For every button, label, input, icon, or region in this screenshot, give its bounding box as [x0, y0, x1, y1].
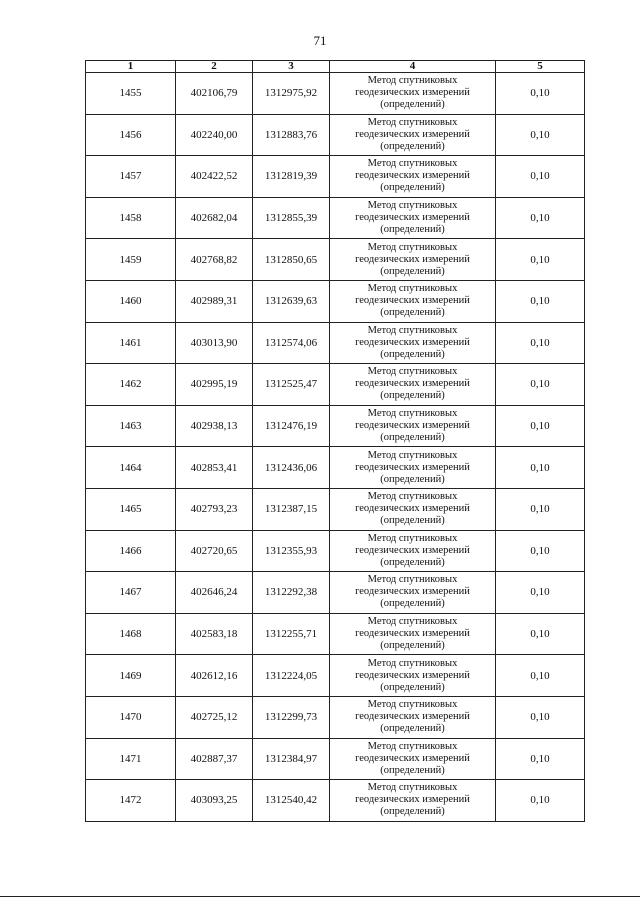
method-cell: [330, 530, 496, 572]
method-line: геодезических измерений: [355, 336, 470, 348]
column-header-number: 1: [86, 61, 176, 73]
method-line: (определений): [380, 432, 445, 444]
table-row: [86, 405, 585, 447]
method-line: (определений): [380, 99, 445, 111]
y-coordinate-cell: 1312476,19: [253, 405, 330, 447]
accuracy-cell: 0,10: [496, 197, 585, 239]
point-number-cell: 1460: [86, 280, 176, 322]
method-line: геодезических измерений: [355, 794, 470, 806]
method-line: геодезических измерений: [355, 378, 470, 390]
point-number-cell: 1457: [86, 156, 176, 198]
y-coordinate-cell: 1312525,47: [253, 364, 330, 406]
method-line: геодезических измерений: [355, 253, 470, 265]
accuracy-cell: 0,10: [496, 405, 585, 447]
method-line: геодезических измерений: [355, 461, 470, 473]
method-line: (определений): [380, 265, 445, 277]
bottom-divider: [0, 896, 640, 897]
method-line: (определений): [380, 806, 445, 818]
method-line: Метод спутниковых: [367, 449, 458, 461]
method-cell: [330, 197, 496, 239]
method-line: геодезических измерений: [355, 87, 470, 99]
y-coordinate-cell: 1312436,06: [253, 447, 330, 489]
y-coordinate-cell: 1312850,65: [253, 239, 330, 281]
table-row: [86, 322, 585, 364]
y-coordinate-cell: 1312540,42: [253, 780, 330, 822]
method-cell: [330, 738, 496, 780]
method-line: (определений): [380, 640, 445, 652]
method-line: геодезических измерений: [355, 628, 470, 640]
y-coordinate-cell: 1312255,71: [253, 613, 330, 655]
method-line: геодезических измерений: [355, 503, 470, 515]
method-line: геодезических измерений: [355, 420, 470, 432]
point-number-cell: 1465: [86, 488, 176, 530]
x-coordinate-cell: 402768,82: [176, 239, 253, 281]
x-coordinate-cell: 402938,13: [176, 405, 253, 447]
x-coordinate-cell: 402720,65: [176, 530, 253, 572]
point-number-cell: 1463: [86, 405, 176, 447]
method-line: геодезических измерений: [355, 711, 470, 723]
point-number-cell: 1471: [86, 738, 176, 780]
method-line: (определений): [380, 515, 445, 527]
y-coordinate-cell: 1312292,38: [253, 572, 330, 614]
page-number: 71: [313, 33, 327, 48]
method-line: геодезических измерений: [355, 212, 470, 224]
method-line: Метод спутниковых: [367, 241, 458, 253]
method-line: Метод спутниковых: [367, 699, 458, 711]
point-number-cell: 1472: [86, 780, 176, 822]
point-number-cell: 1466: [86, 530, 176, 572]
table-header-row: [86, 61, 585, 73]
method-line: геодезических измерений: [355, 586, 470, 598]
method-line: (определений): [380, 764, 445, 776]
table-row: [86, 364, 585, 406]
point-number-cell: 1467: [86, 572, 176, 614]
method-line: (определений): [380, 390, 445, 402]
x-coordinate-cell: 402682,04: [176, 197, 253, 239]
method-line: Метод спутниковых: [367, 616, 458, 628]
y-coordinate-cell: 1312355,93: [253, 530, 330, 572]
method-cell: [330, 780, 496, 822]
y-coordinate-cell: 1312387,15: [253, 488, 330, 530]
method-line: геодезических измерений: [355, 669, 470, 681]
method-line: Метод спутниковых: [367, 657, 458, 669]
table-row: [86, 572, 585, 614]
method-line: Метод спутниковых: [367, 532, 458, 544]
table-row: [86, 613, 585, 655]
table-row: [86, 696, 585, 738]
method-line: Метод спутниковых: [367, 491, 458, 503]
x-coordinate-cell: 402106,79: [176, 73, 253, 115]
y-coordinate-cell: 1312574,06: [253, 322, 330, 364]
method-cell: [330, 572, 496, 614]
column-header-method: 4: [330, 61, 496, 73]
point-number-cell: 1458: [86, 197, 176, 239]
method-cell: [330, 156, 496, 198]
accuracy-cell: 0,10: [496, 114, 585, 156]
accuracy-cell: 0,10: [496, 655, 585, 697]
table-row: [86, 447, 585, 489]
method-line: (определений): [380, 182, 445, 194]
table-row: [86, 488, 585, 530]
accuracy-cell: 0,10: [496, 738, 585, 780]
point-number-cell: 1469: [86, 655, 176, 697]
method-line: (определений): [380, 348, 445, 360]
table-row: [86, 738, 585, 780]
method-line: Метод спутниковых: [367, 782, 458, 794]
method-cell: [330, 114, 496, 156]
method-line: (определений): [380, 224, 445, 236]
method-line: Метод спутниковых: [367, 740, 458, 752]
table-row: [86, 280, 585, 322]
y-coordinate-cell: 1312975,92: [253, 73, 330, 115]
table-row: [86, 156, 585, 198]
method-line: геодезических измерений: [355, 752, 470, 764]
method-line: геодезических измерений: [355, 295, 470, 307]
x-coordinate-cell: 402612,16: [176, 655, 253, 697]
method-cell: [330, 73, 496, 115]
table-row: [86, 239, 585, 281]
method-cell: [330, 696, 496, 738]
x-coordinate-cell: 402887,37: [176, 738, 253, 780]
method-line: Метод спутниковых: [367, 116, 458, 128]
table-row: [86, 655, 585, 697]
accuracy-cell: 0,10: [496, 530, 585, 572]
method-cell: [330, 613, 496, 655]
y-coordinate-cell: 1312384,97: [253, 738, 330, 780]
column-header-y: 3: [253, 61, 330, 73]
method-line: геодезических измерений: [355, 544, 470, 556]
method-line: геодезических измерений: [355, 128, 470, 140]
x-coordinate-cell: 402583,18: [176, 613, 253, 655]
method-cell: [330, 655, 496, 697]
x-coordinate-cell: 402989,31: [176, 280, 253, 322]
method-cell: [330, 364, 496, 406]
method-line: (определений): [380, 598, 445, 610]
point-number-cell: 1456: [86, 114, 176, 156]
point-number-cell: 1468: [86, 613, 176, 655]
y-coordinate-cell: 1312819,39: [253, 156, 330, 198]
accuracy-cell: 0,10: [496, 572, 585, 614]
method-line: Метод спутниковых: [367, 408, 458, 420]
method-line: (определений): [380, 556, 445, 568]
method-cell: [330, 447, 496, 489]
coordinates-table: [85, 60, 585, 822]
y-coordinate-cell: 1312224,05: [253, 655, 330, 697]
accuracy-cell: 0,10: [496, 696, 585, 738]
x-coordinate-cell: 403013,90: [176, 322, 253, 364]
point-number-cell: 1455: [86, 73, 176, 115]
column-header-x: 2: [176, 61, 253, 73]
method-line: (определений): [380, 307, 445, 319]
point-number-cell: 1461: [86, 322, 176, 364]
method-cell: [330, 239, 496, 281]
method-cell: [330, 405, 496, 447]
accuracy-cell: 0,10: [496, 322, 585, 364]
y-coordinate-cell: 1312639,63: [253, 280, 330, 322]
x-coordinate-cell: 402995,19: [176, 364, 253, 406]
method-cell: [330, 322, 496, 364]
accuracy-cell: 0,10: [496, 780, 585, 822]
method-line: (определений): [380, 681, 445, 693]
method-line: Метод спутниковых: [367, 574, 458, 586]
accuracy-cell: 0,10: [496, 280, 585, 322]
method-line: (определений): [380, 473, 445, 485]
point-number-cell: 1470: [86, 696, 176, 738]
accuracy-cell: 0,10: [496, 156, 585, 198]
accuracy-cell: 0,10: [496, 364, 585, 406]
table-row: [86, 114, 585, 156]
accuracy-cell: 0,10: [496, 488, 585, 530]
accuracy-cell: 0,10: [496, 613, 585, 655]
x-coordinate-cell: 402793,23: [176, 488, 253, 530]
table-row: [86, 780, 585, 822]
accuracy-cell: 0,10: [496, 73, 585, 115]
y-coordinate-cell: 1312883,76: [253, 114, 330, 156]
method-line: Метод спутниковых: [367, 324, 458, 336]
accuracy-cell: 0,10: [496, 447, 585, 489]
table-row: [86, 73, 585, 115]
y-coordinate-cell: 1312855,39: [253, 197, 330, 239]
method-line: Метод спутниковых: [367, 366, 458, 378]
table-row: [86, 530, 585, 572]
column-header-accuracy: 5: [496, 61, 585, 73]
method-line: Метод спутниковых: [367, 158, 458, 170]
method-line: геодезических измерений: [355, 170, 470, 182]
method-line: Метод спутниковых: [367, 200, 458, 212]
x-coordinate-cell: 403093,25: [176, 780, 253, 822]
x-coordinate-cell: 402240,00: [176, 114, 253, 156]
method-line: (определений): [380, 140, 445, 152]
method-line: Метод спутниковых: [367, 283, 458, 295]
x-coordinate-cell: 402725,12: [176, 696, 253, 738]
method-line: Метод спутниковых: [367, 75, 458, 87]
accuracy-cell: 0,10: [496, 239, 585, 281]
method-line: (определений): [380, 723, 445, 735]
point-number-cell: 1464: [86, 447, 176, 489]
y-coordinate-cell: 1312299,73: [253, 696, 330, 738]
point-number-cell: 1462: [86, 364, 176, 406]
x-coordinate-cell: 402646,24: [176, 572, 253, 614]
x-coordinate-cell: 402422,52: [176, 156, 253, 198]
point-number-cell: 1459: [86, 239, 176, 281]
method-cell: [330, 280, 496, 322]
table-row: [86, 197, 585, 239]
x-coordinate-cell: 402853,41: [176, 447, 253, 489]
method-cell: [330, 488, 496, 530]
